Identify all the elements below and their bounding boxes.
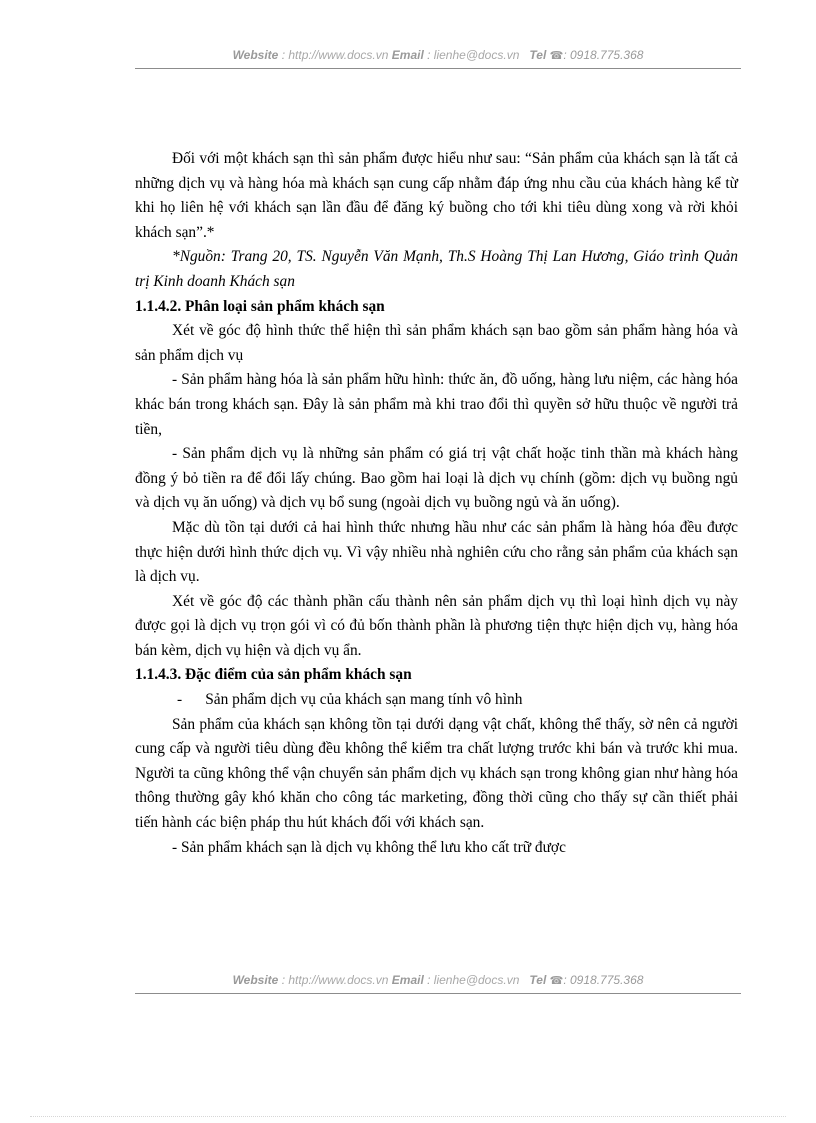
citation-source: *Nguồn: Trang 20, TS. Nguyễn Văn Mạnh, Th.S Hoàng Thị Lan Hương, Giáo trình Quản trị Kinh doanh Khách sạn: [135, 248, 738, 290]
phone-icon: ☎: [549, 50, 564, 62]
document-body: [135, 147, 738, 860]
footer-email-separator: :: [423, 973, 434, 987]
header-divider: [135, 68, 741, 69]
header-website-label: Website: [232, 48, 279, 62]
header-email-separator: :: [423, 48, 434, 62]
section-heading-characteristics: 1.1.4.3. Đặc điểm của sản phẩm khách sạn: [135, 666, 412, 684]
paragraph-package-service: Xét về góc độ các thành phần cấu thành nên sản phẩm dịch vụ thì loại hình dịch vụ này được gọi là dịch vụ trọn gói vì có đủ bốn thành phần là phương tiện thực hiện dịch vụ, hàng hóa bán kèm, dịch vụ hiện và dịch vụ ẩn.: [135, 592, 738, 659]
page-footer: [135, 973, 741, 987]
list-item-intangible: [135, 688, 738, 713]
paragraph-form-perspective: Xét về góc độ hình thức thể hiện thì sản phẩm khách sạn bao gồm sản phẩm hàng hóa và sản phẩm dịch vụ: [135, 322, 738, 364]
paragraph-product-definition: Đối với một khách sạn thì sản phẩm được hiểu như sau: “Sản phẩm của khách sạn là tất cả những dịch vụ và hàng hóa mà khách sạn cung cấp nhằm đáp ứng nhu cầu của khách hàng kể từ khi họ liên hệ với khách sạn lần đầu để đăng ký buồng cho tới khi tiêu dùng xong và rời khỏi khách sạn”.*: [135, 150, 738, 241]
footer-website-separator: :: [278, 973, 289, 987]
footer-website-label: Website: [232, 973, 279, 987]
page-edge-divider: [30, 1116, 786, 1117]
paragraph-hotel-service: Mặc dù tồn tại dưới cả hai hình thức nhưng hầu như các sản phẩm là hàng hóa đều được thực hiện dưới hình thức dịch vụ. Vì vậy nhiều nhà nghiên cứu cho rằng sản phẩm của khách sạn là dịch vụ.: [135, 518, 738, 586]
header-tel-label: Tel: [529, 48, 547, 62]
footer-tel-label: Tel: [529, 973, 547, 987]
header-website-link[interactable]: http://www.docs.vn: [288, 48, 389, 62]
paragraph-service-products: - Sản phẩm dịch vụ là những sản phẩm có giá trị vật chất hoặc tinh thần mà khách hàng đồng ý bỏ tiền ra để đổi lấy chúng. Bao gồm hai loại là dịch vụ chính (gồm: dịch vụ buồng ngủ và dịch vụ ăn uống) và dịch vụ bổ sung (ngoài dịch vụ buồng ngủ và ăn uống).: [135, 445, 738, 512]
header-website-separator: :: [278, 48, 289, 62]
page-header: [135, 48, 741, 62]
paragraph-goods-products: - Sản phẩm hàng hóa là sản phẩm hữu hình: thức ăn, đồ uống, hàng lưu niệm, các hàng hóa khác bán trong khách sạn. Đây là sản phẩm mà khi trao đổi thì quyền sở hữu thuộc về người trả tiền,: [135, 371, 738, 438]
phone-icon: ☎: [549, 975, 564, 987]
section-heading-classification: 1.1.4.2. Phân loại sản phẩm khách sạn: [135, 297, 385, 315]
footer-email-label: Email: [391, 973, 424, 987]
footer-email-link[interactable]: lienhe@docs.vn: [433, 973, 520, 987]
footer-divider: [135, 993, 741, 994]
header-email-link[interactable]: lienhe@docs.vn: [433, 48, 520, 62]
list-dash: -: [177, 691, 183, 709]
list-item-text: Sản phẩm dịch vụ của khách sạn mang tính vô hình: [205, 691, 523, 709]
header-tel-value: : 0918.775.368: [563, 48, 644, 62]
footer-tel-value: : 0918.775.368: [563, 973, 644, 987]
footer-website-link[interactable]: http://www.docs.vn: [288, 973, 389, 987]
paragraph-no-storage: - Sản phẩm khách sạn là dịch vụ không thể lưu kho cất trữ được: [172, 838, 566, 856]
paragraph-intangible-detail: Sản phẩm của khách sạn không tồn tại dưới dạng vật chất, không thể thấy, sờ nên cả người cung cấp và người tiêu dùng đều không thể kiểm tra chất lượng trước khi bán và trước khi mua. Người ta cũng không thể vận chuyển sản phẩm dịch vụ khách sạn trong không gian như hàng hóa thông thường gây khó khăn cho công tác marketing, đồng thời cũng cho thấy sự cần thiết phải tiến hành các biện pháp thu hút khách đối với khách sạn.: [135, 715, 738, 832]
header-email-label: Email: [391, 48, 424, 62]
